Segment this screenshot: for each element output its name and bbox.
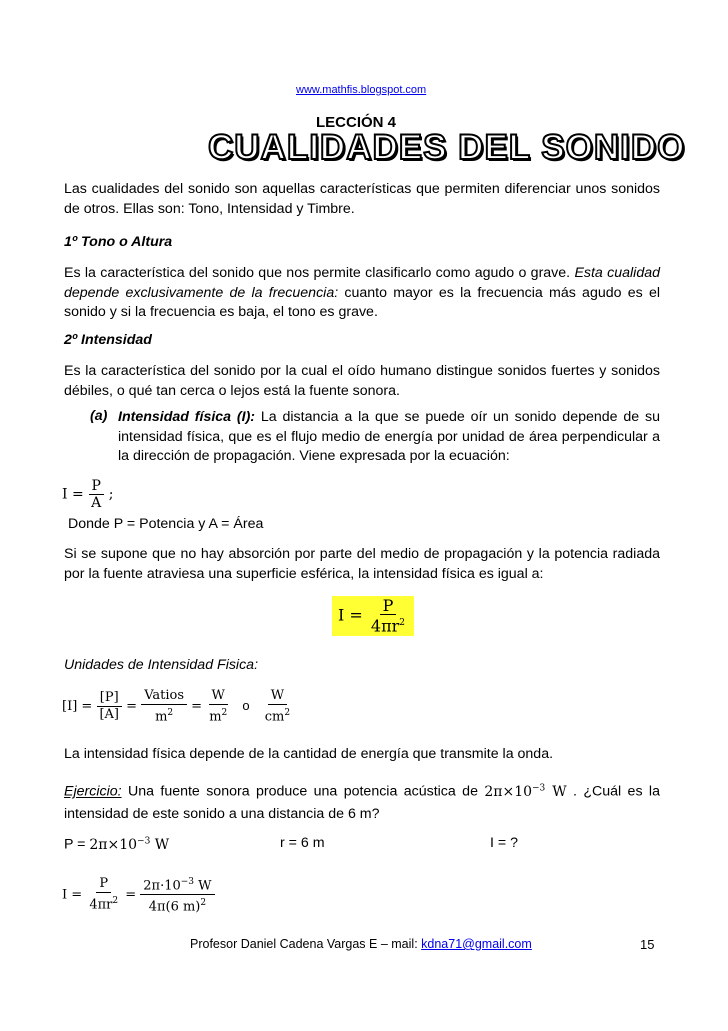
- units-lhs: [I] =: [62, 699, 93, 715]
- formula-intensity: [62, 478, 113, 511]
- section1-heading: 1º Tono o Altura: [64, 234, 173, 250]
- exercise-power: 2π×10: [484, 783, 533, 800]
- footer-email-link[interactable]: kdna71@gmail.com: [421, 937, 532, 951]
- data-line-i: I = ?: [490, 835, 519, 851]
- formula3-f2-num: 2π·10: [143, 878, 181, 894]
- units-formula: [62, 688, 293, 725]
- units-f4-den: cm: [264, 709, 285, 725]
- formula3-lhs: I =: [62, 887, 83, 903]
- item-a-paragraph: [118, 408, 660, 467]
- formula1-lhs: I =: [62, 486, 84, 503]
- section2-heading: 2º Intensidad: [64, 332, 152, 348]
- section1-text-b: cuanto mayor es la frecuencia más agudo es el sonido y si la frecuencia es baja, el tono es grave.: [64, 284, 660, 320]
- units-f4-num: W: [268, 688, 287, 705]
- item-a-text: La distancia a la que se puede oír un sonido depende de su intensidad física, que es el flujo medio de energía por unidad de área perpendicular a la dirección de propagación. Viene expresada por la ecuación:: [118, 409, 660, 464]
- formula3-f2-den: 4π(6 m): [148, 899, 201, 915]
- exercise-text-b: . ¿Cuál es la intensidad de este sonido a una distancia de 6 m?: [64, 783, 660, 822]
- formula3-eq: =: [125, 887, 137, 903]
- units-eq2: =: [191, 699, 203, 715]
- formula3-f1-num: P: [96, 876, 111, 893]
- section1-text-a: Es la característica del sonido que nos permite clasificarlo como agudo o grave.: [64, 265, 575, 281]
- units-f3-num: W: [209, 688, 228, 705]
- units-f2-num: Vatios: [141, 688, 187, 705]
- units-f1-den: [A]: [99, 707, 119, 723]
- units-f1-num: [P]: [97, 690, 122, 707]
- formula1-den: A: [91, 495, 102, 511]
- page-number: 15: [640, 937, 655, 952]
- lesson-label: LECCIÓN 4: [316, 114, 397, 131]
- units-f2-den: m: [155, 709, 168, 725]
- exercise-label: Ejercicio:: [64, 783, 122, 800]
- energy-line: La intensidad física depende de la cantidad de energía que transmite la onda.: [64, 746, 554, 762]
- formula3-f2-num-exp: −3: [180, 877, 195, 887]
- exercise-paragraph: [64, 777, 660, 825]
- item-a-title: Intensidad física (I):: [118, 409, 256, 425]
- formula2-den: 4πr: [370, 616, 400, 636]
- data-line-p: [64, 836, 169, 853]
- header-url[interactable]: www.mathfis.blogspot.com: [296, 84, 427, 96]
- exercise-text-a: Una fuente sonora produce una potencia acústica de: [121, 783, 485, 800]
- section1-paragraph: [64, 264, 660, 323]
- section1-text-italic: Esta cualidad depende exclusivamente de la frecuencia:: [64, 265, 660, 301]
- formula2-num: P: [380, 598, 397, 615]
- footer-author-text: Profesor Daniel Cadena Vargas E – mail:: [190, 937, 422, 951]
- data-p-label: P =: [64, 836, 90, 853]
- data-p-exp: −3: [137, 836, 151, 846]
- units-f4-exp: 2: [284, 708, 291, 718]
- sphere-paragraph: Si se supone que no hay absorción por parte del medio de propagación y la potencia radiada por la fuente atraviesa una superficie esférica, la intensidad física es igual a:: [64, 546, 660, 582]
- data-p-value: 2π×10: [89, 836, 138, 853]
- formula3-f2-num-unit: W: [194, 878, 212, 894]
- intro-paragraph: Las cualidades del sonido son aquellas características que permiten diferenciar unos sonidos de otros. Ellas son: Tono, Intensidad y Timbre.: [64, 181, 660, 217]
- formula1-tail: ;: [108, 486, 114, 503]
- formula3-f2-den-exp: 2: [200, 898, 207, 909]
- units-eq1: =: [126, 699, 138, 715]
- lesson-title: CUALIDADES DEL SONIDO: [208, 128, 686, 167]
- units-f3-exp: 2: [221, 708, 228, 718]
- section2-paragraph: Es la característica del sonido por la cual el oído humano distingue sonidos fuertes y sonidos débiles, o qué tan cerca o lejos está la fuente sonora.: [64, 363, 660, 399]
- formula3-f1-exp: 2: [112, 896, 119, 907]
- data-p-unit: W: [150, 836, 170, 853]
- units-or: o: [242, 698, 250, 714]
- units-f2-exp: 2: [167, 708, 174, 718]
- item-a-marker: (a): [90, 408, 108, 424]
- units-heading: Unidades de Intensidad Fisica:: [64, 657, 259, 673]
- formula-calculation: [62, 874, 215, 916]
- units-f3-den: m: [209, 709, 222, 725]
- exercise-power-unit: W: [545, 783, 567, 800]
- formula-sphere: [332, 596, 414, 636]
- data-line-r: r = 6 m: [280, 835, 325, 851]
- formula3-f1-den: 4πr: [89, 897, 113, 913]
- exercise-power-exp: −3: [532, 783, 546, 793]
- formula2-lhs: I =: [338, 605, 363, 625]
- formula2-exp: 2: [399, 618, 405, 628]
- donde-line: Donde P = Potencia y A = Área: [68, 516, 264, 532]
- footer-author: [190, 937, 532, 951]
- formula1-num: P: [89, 478, 104, 495]
